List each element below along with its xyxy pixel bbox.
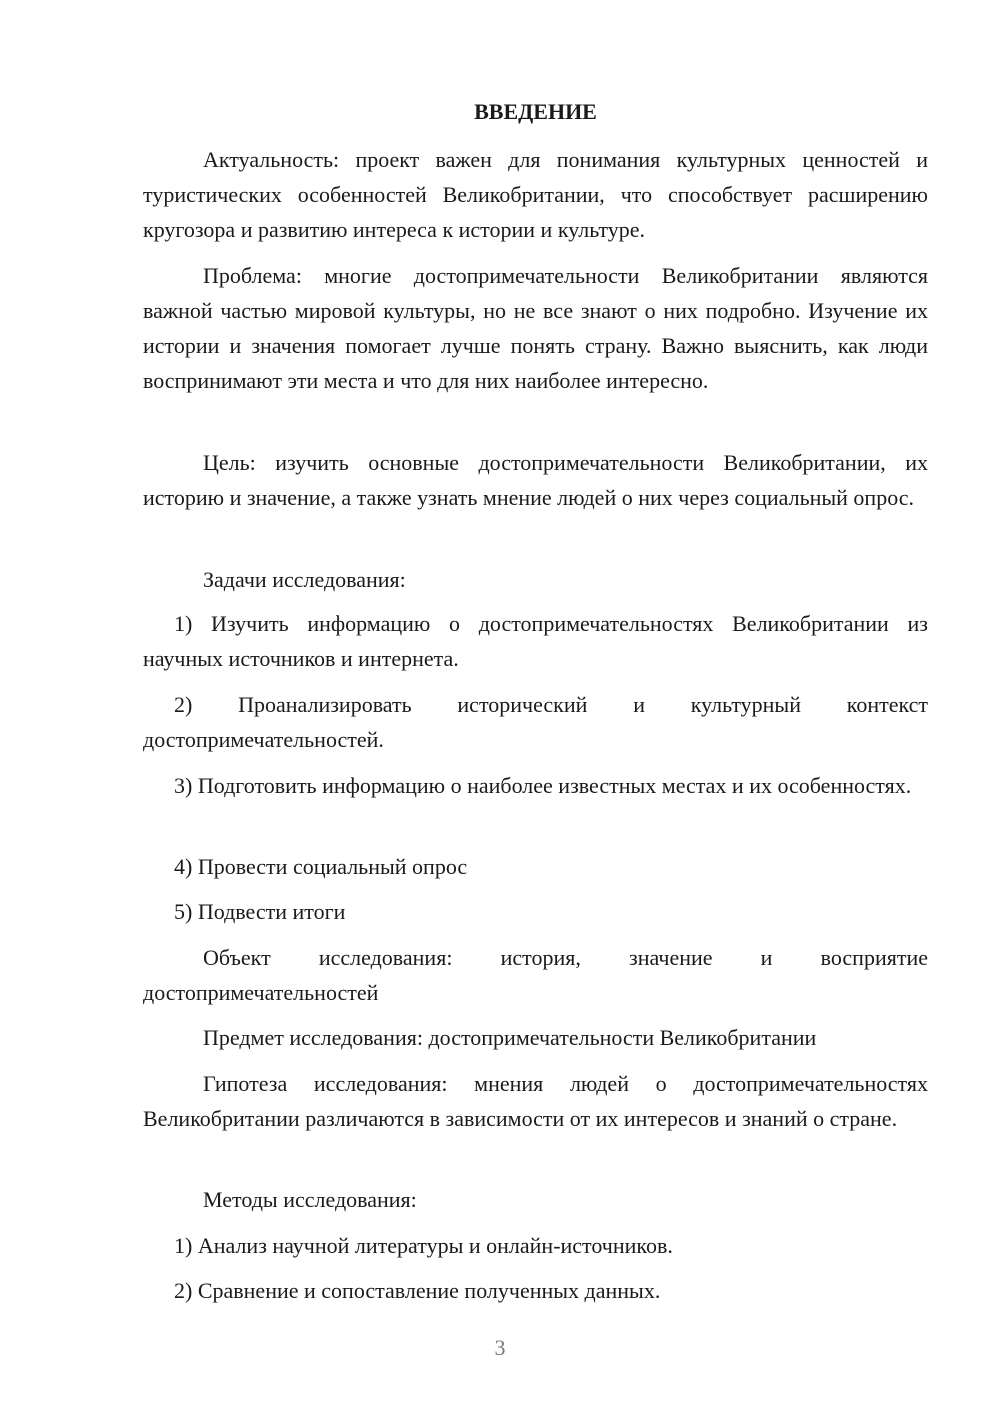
paragraph-subject: Предмет исследования: достопримечательности Великобритании (203, 1025, 817, 1050)
paragraph-goal: Цель: изучить основные достопримечательности Великобритании, их историю и значение, а также узнать мнение людей о них через социальный опрос. (143, 450, 928, 510)
task-item-2: 2) Проанализировать исторический и культурный контекст достопримечательностей. (143, 692, 928, 752)
paragraph-object: Объект исследования: история, значение и восприятие достопримечательностей (143, 945, 928, 1005)
method-item-1: 1) Анализ научной литературы и онлайн-источников. (174, 1233, 673, 1258)
paragraph-tasks-heading: Задачи исследования: (203, 567, 406, 592)
task-item-1: 1) Изучить информацию о достопримечательностях Великобритании из научных источников и интернета. (143, 611, 928, 671)
task-item-3: 3) Подготовить информацию о наиболее известных местах и их особенностях. (174, 773, 912, 798)
paragraph-hypothesis: Гипотеза исследования: мнения людей о достопримечательностях Великобритании различаются в зависимости от их интересов и знаний о стране. (143, 1071, 928, 1131)
paragraph-problem: Проблема: многие достопримечательности Великобритании являются важной частью мировой культуры, но не все знают о них подробно. Изучение их истории и значения помогает лучше понять страну. Важно выяснить, как люди воспринимают эти места и что для них наиболее интересно. (143, 263, 928, 393)
page-number: 3 (494, 1335, 506, 1360)
paragraph-relevance: Актуальность: проект важен для понимания культурных ценностей и туристических особенностей Великобритании, что способствует расширению кругозора и развитию интереса к истории и культуре. (143, 147, 928, 242)
task-item-5: 5) Подвести итоги (174, 899, 346, 924)
section-title: ВВЕДЕНИЕ (474, 99, 597, 124)
paragraph-methods-heading: Методы исследования: (203, 1187, 417, 1212)
task-item-4: 4) Провести социальный опрос (174, 854, 468, 879)
method-item-2: 2) Сравнение и сопоставление полученных данных. (174, 1278, 661, 1303)
